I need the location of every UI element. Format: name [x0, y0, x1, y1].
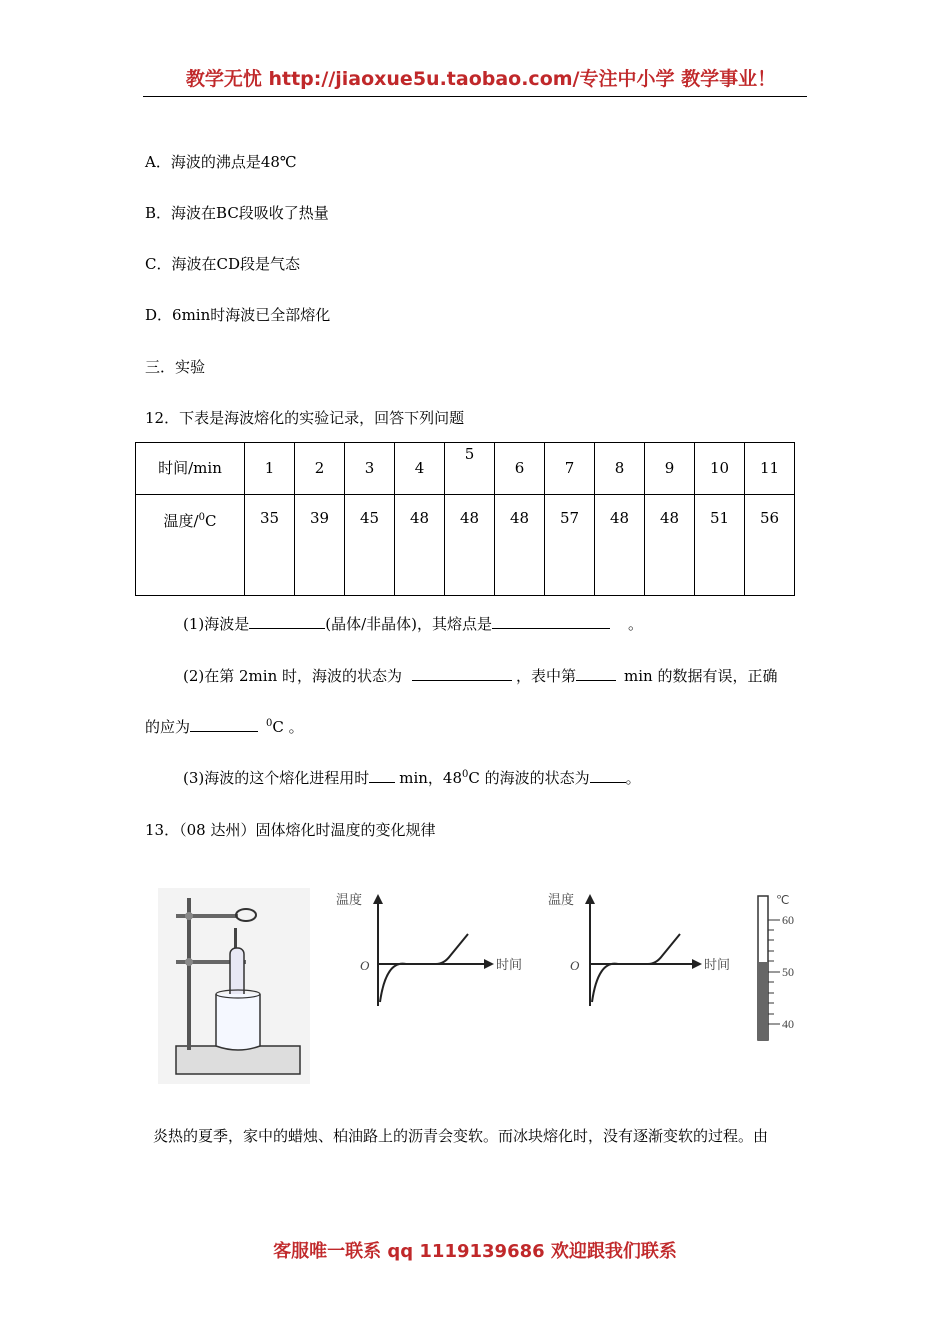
temp-cell: 48 [445, 495, 495, 596]
q12-p3-text-c: C 的海波的状态为 [468, 769, 590, 787]
clamp-knob [185, 912, 193, 920]
option-a: A．海波的沸点是48℃ [145, 153, 297, 171]
temp-cell: 48 [595, 495, 645, 596]
q12-part2-cont [145, 716, 304, 737]
option-d: D．6min时海波已全部熔化 [145, 306, 331, 324]
section-title: 三．实验 [145, 358, 206, 376]
header-divider [143, 96, 807, 97]
temperature-graph-1 [326, 888, 526, 1016]
q12-p1-text-a: (1)海波是 [183, 615, 250, 633]
q12-p2-text-e: C 。 [272, 718, 304, 736]
q12-p3-text-a: (3)海波的这个熔化进程用时 [183, 769, 370, 787]
q12-stem: 12．下表是海波熔化的实验记录，回答下列问题 [145, 409, 465, 427]
table-row [136, 495, 795, 596]
x-axis-arrow [692, 959, 702, 969]
answer-blank[interactable] [492, 614, 610, 629]
temp-cell: 57 [545, 495, 595, 596]
melting-curve [380, 934, 468, 1002]
q12-p1-text-b: (晶体/非晶体)，其熔点是 [325, 615, 493, 633]
q13-paragraph: 炎热的夏季，家中的蜡烛、柏油路上的沥青会变软。而冰块熔化时，没有逐渐变软的过程。由 [153, 1127, 769, 1145]
x-axis-arrow [484, 959, 494, 969]
graph-xlabel: 时间 [496, 957, 523, 972]
temp-label-text: 温度/ [163, 512, 199, 530]
option-c: C．海波在CD段是气态 [145, 255, 300, 273]
thermo-label-40: 40 [782, 1017, 794, 1031]
q12-p3-text-d: 。 [625, 769, 641, 787]
answer-blank[interactable] [590, 768, 626, 783]
time-cell: 4 [395, 443, 445, 495]
q12-p3-sup: 0 [462, 769, 469, 780]
temp-cell: 51 [695, 495, 745, 596]
answer-blank[interactable] [576, 666, 616, 681]
q12-p2-sup: 0 [266, 718, 273, 729]
header-prefix: 教学无忧 [185, 68, 269, 90]
option-b: B．海波在BC段吸收了热量 [145, 204, 329, 222]
graph-ylabel: 温度 [336, 892, 363, 907]
thermo-label-60: 60 [782, 913, 794, 927]
melting-curve [592, 934, 680, 1002]
time-cell: 6 [495, 443, 545, 495]
time-label: 时间/min [136, 443, 245, 495]
temp-cell: 56 [745, 495, 795, 596]
temp-cell: 48 [395, 495, 445, 596]
answer-blank[interactable] [369, 768, 395, 783]
q13-stem: 13．（08 达州）固体熔化时温度的变化规律 [145, 821, 436, 839]
time-cell: 1 [245, 443, 295, 495]
apparatus-illustration [158, 888, 310, 1084]
answer-blank[interactable] [249, 614, 325, 629]
time-cell: 3 [345, 443, 395, 495]
q12-part2 [183, 665, 777, 686]
page-footer: 客服唯一联系 qq 1119139686 欢迎跟我们联系 [273, 1241, 677, 1262]
time-cell: 10 [695, 443, 745, 495]
answer-blank[interactable] [190, 717, 258, 732]
temp-cell: 48 [645, 495, 695, 596]
header-url[interactable]: http://jiaoxue5u.taobao.com/ [268, 68, 580, 90]
graph-xlabel: 时间 [704, 957, 731, 972]
temp-cell: 45 [345, 495, 395, 596]
time-cell: 9 [645, 443, 695, 495]
table-row [136, 443, 795, 495]
stand-rod [187, 898, 191, 1050]
temp-label-unit: C [204, 512, 217, 530]
clamp-knob [185, 958, 193, 966]
experiment-table [135, 442, 795, 596]
thermo-unit: ℃ [776, 893, 790, 907]
time-cell: 5 [445, 443, 495, 495]
q12-p2-text-c: min 的数据有误，正确 [624, 667, 778, 685]
q12-p2-text-a: (2)在第 2min 时，海波的状态为 [183, 667, 403, 685]
time-cell: 8 [595, 443, 645, 495]
q12-part3 [183, 767, 641, 788]
beaker [216, 994, 260, 1050]
page-header [150, 64, 812, 91]
q12-p2-text-b: ，表中第 [516, 667, 577, 685]
q12-p3-text-b: min，48 [399, 769, 463, 787]
q12-p2-text-d: 的应为 [145, 718, 191, 736]
time-cell: 2 [295, 443, 345, 495]
temp-cell: 39 [295, 495, 345, 596]
thermo-liquid [758, 962, 768, 1040]
thermo-ticks [768, 920, 780, 1024]
time-cell: 7 [545, 443, 595, 495]
answer-blank[interactable] [412, 666, 512, 681]
thermo-label-50: 50 [782, 965, 794, 979]
y-axis-arrow [373, 894, 383, 904]
graph-origin: O [360, 958, 370, 973]
graph-origin: O [570, 958, 580, 973]
temp-label-sup: 0 [198, 512, 205, 523]
graph-ylabel: 温度 [548, 892, 575, 907]
temp-cell: 35 [245, 495, 295, 596]
q12-p1-text-c: 。 [628, 615, 644, 633]
header-suffix: 专注中小学 教学事业！ [579, 68, 777, 90]
y-axis-arrow [585, 894, 595, 904]
thermometer-scale [752, 888, 812, 1044]
time-cell: 11 [745, 443, 795, 495]
temp-cell: 48 [495, 495, 545, 596]
temp-label [136, 495, 245, 596]
temperature-graph-2 [544, 888, 744, 1016]
q12-part1 [183, 613, 643, 634]
